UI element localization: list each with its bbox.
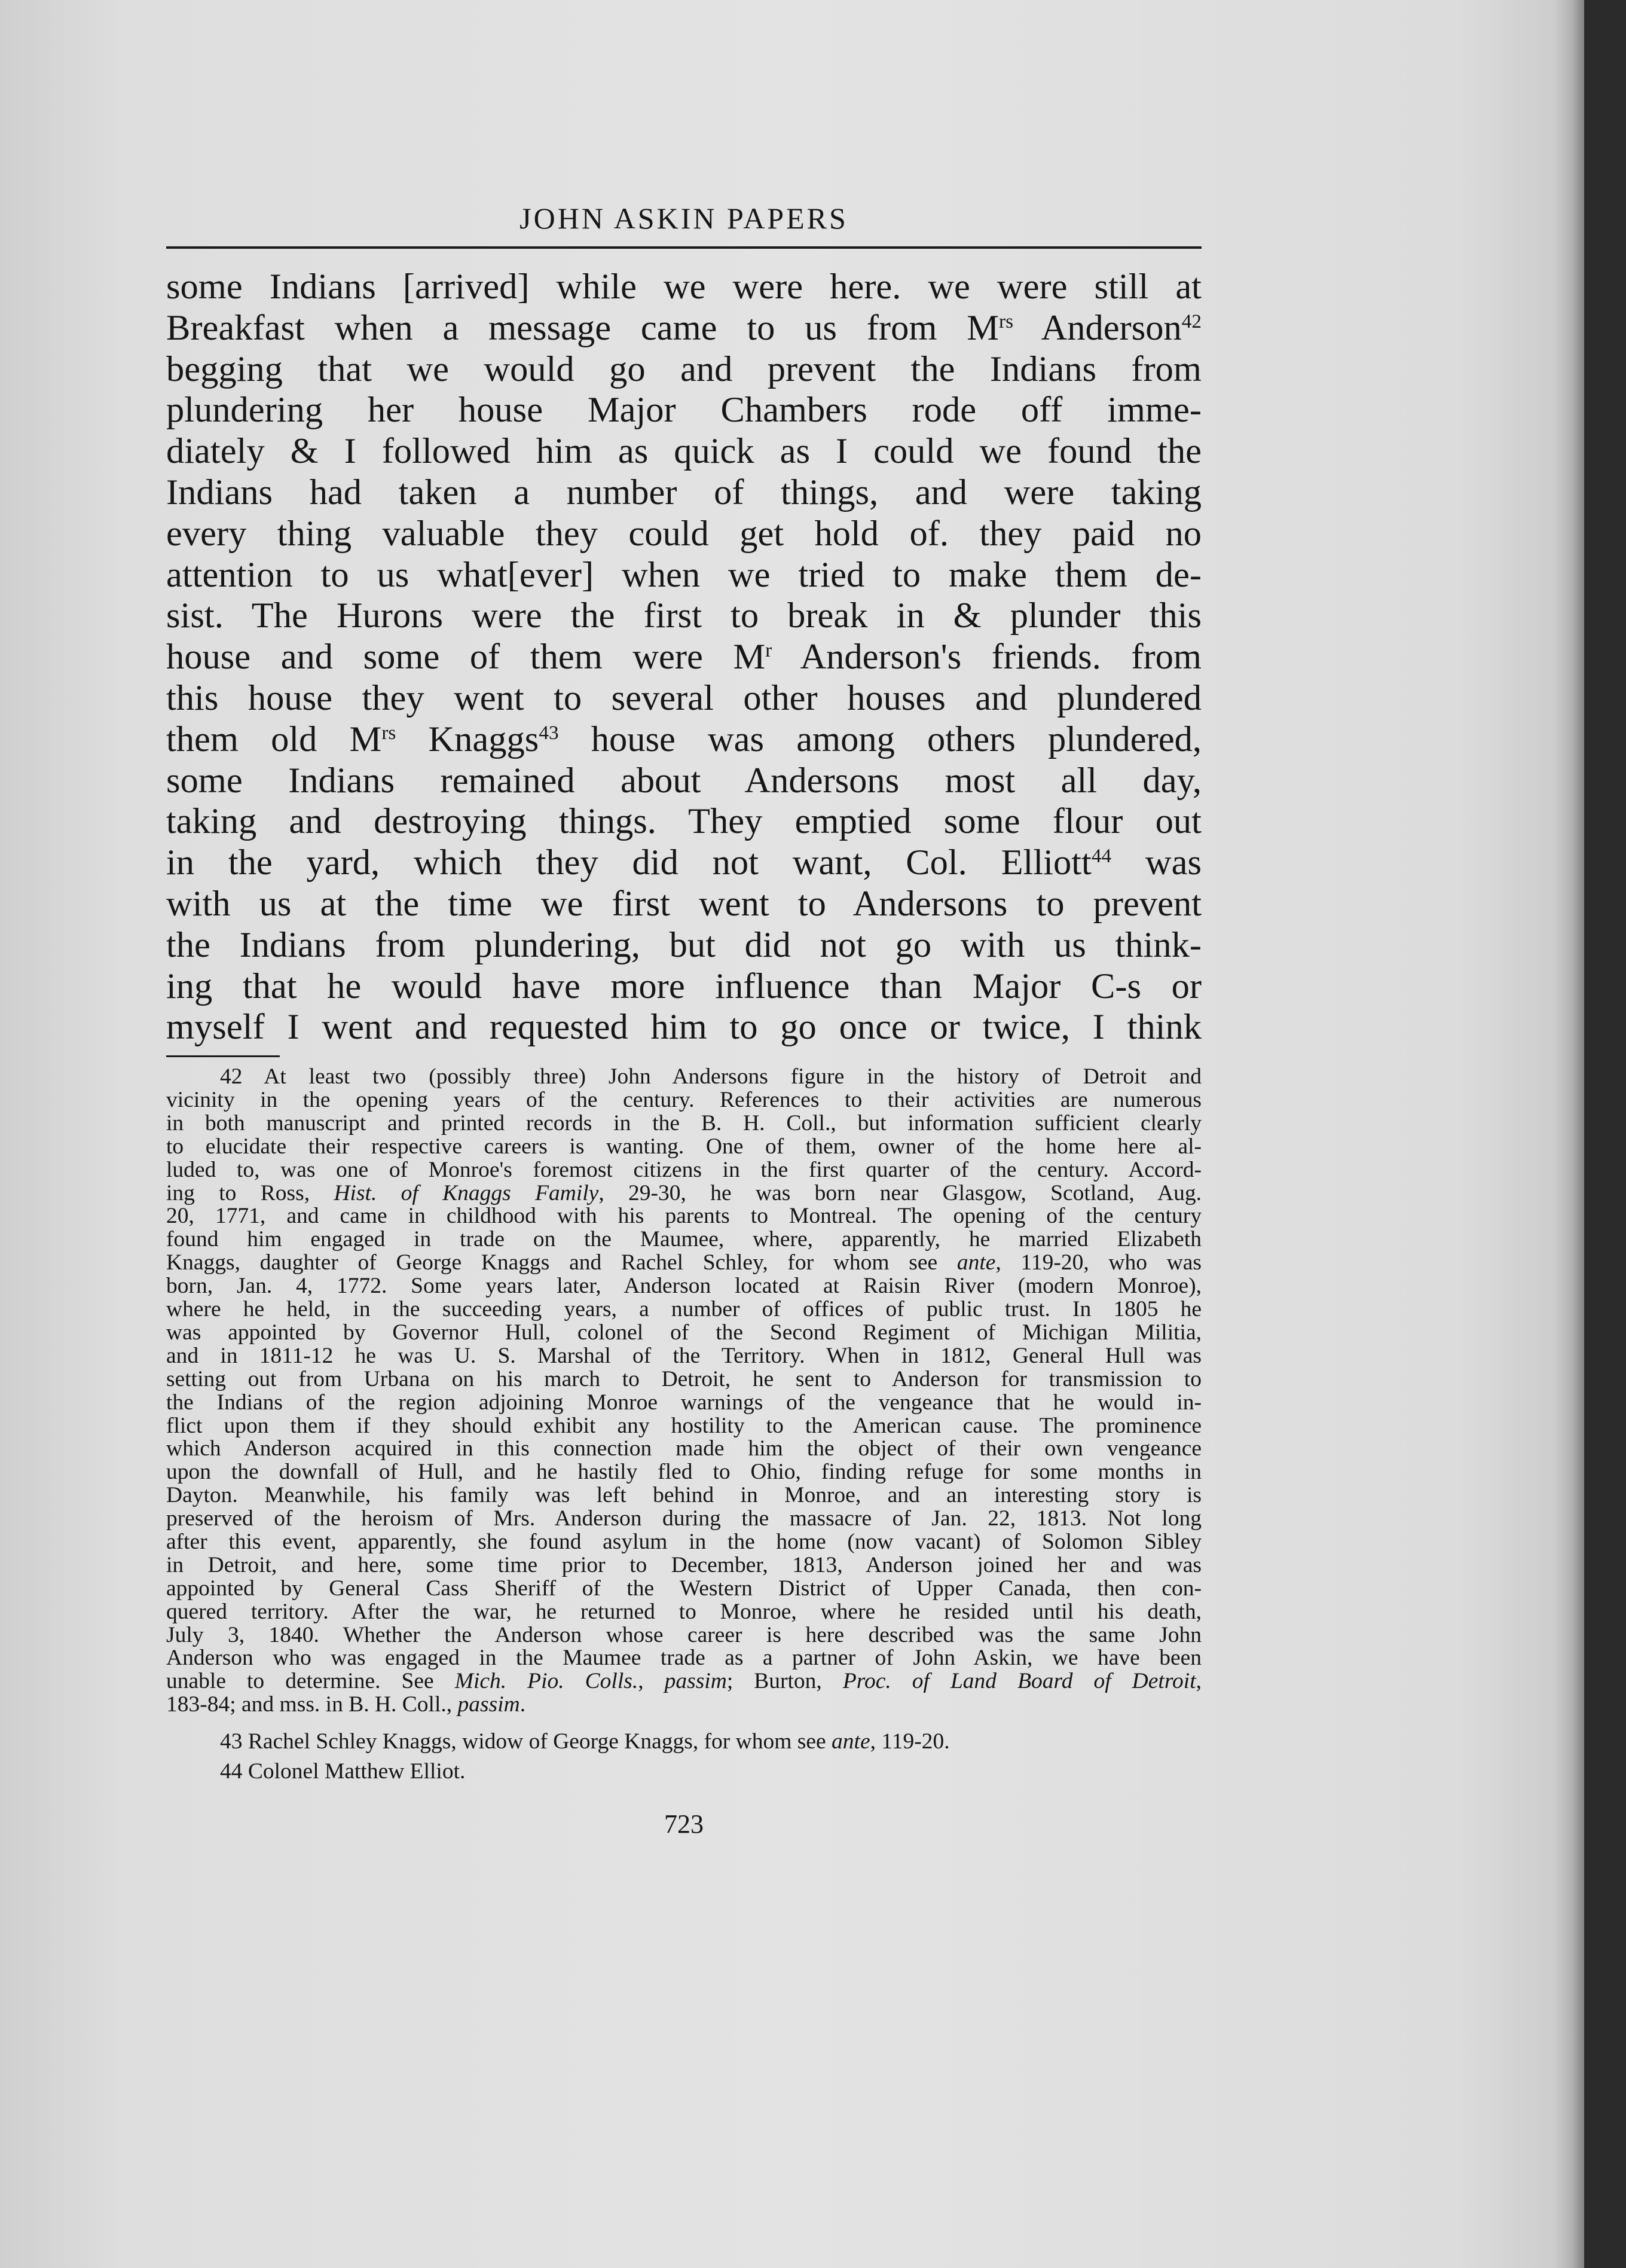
body-line: Breakfast when a message came to us from $M^{rs}$ Anderson$^{42}$ xyxy=(166,307,1202,348)
footnote-42-line: setting out from Urbana on his march to Detroit, he sent to Anderson for transmission to xyxy=(166,1366,1202,1391)
footnote-42-line: ing to Ross, Hist. of Knaggs Family, 29-30, he was born near Glasgow, Scotland, Aug. xyxy=(166,1180,1202,1205)
footnote-42-line: found him engaged in trade on the Maumee, where, apparently, he married Elizabeth xyxy=(166,1227,1202,1252)
footnote-42-line: where he held, in the succeeding years, a number of offices of public trust. In 1805 he xyxy=(166,1297,1202,1322)
footnote-42-line: luded to, was one of Monroe's foremost citizens in the first quarter of the century. Accord- xyxy=(166,1157,1202,1182)
footnote-42-line: quered territory. After the war, he returned to Monroe, where he resided until his death, xyxy=(166,1599,1202,1624)
footnote-42-line: upon the downfall of Hull, and he hastily fled to Ohio, finding refuge for some months in xyxy=(166,1460,1202,1485)
running-head: JOHN ASKIN PAPERS xyxy=(166,203,1202,249)
body-line: sist. The Hurons were the first to break in & plunder this xyxy=(166,596,1202,636)
body-line: begging that we would go and prevent the Indians from xyxy=(166,349,1202,389)
footnote-42-line: flict upon them if they should exhibit any hostility to the American cause. The prominence xyxy=(166,1413,1202,1438)
footnote-42-line: Anderson who was engaged in the Maumee trade as a partner of John Askin, we have been xyxy=(166,1646,1202,1671)
footnote-42-line: preserved of the heroism of Mrs. Anderson during the massacre of Jan. 22, 1813. Not long xyxy=(166,1506,1202,1531)
footnote-42 xyxy=(166,1066,1202,1717)
footnote-42-line: the Indians of the region adjoining Monroe warnings of the vengeance that he would in- xyxy=(166,1390,1202,1415)
footnote-42-line: unable to determine. See Mich. Pio. Colls., passim; Burton, Proc. of Land Board of Detroit, xyxy=(166,1669,1202,1694)
body-line: some Indians [arrived] while we were here. we were still at xyxy=(166,267,1202,307)
footnote-44: 44 Colonel Matthew Elliot. xyxy=(220,1759,466,1784)
body-line: plundering her house Major Chambers rode off imme- xyxy=(166,390,1202,431)
body-line: them old $M^{rs}$ Knaggs$^{43}$ house was among others plundered, xyxy=(166,719,1202,759)
body-line: house and some of them were $M^r$ Anderson's friends. from xyxy=(166,637,1202,677)
footnote-42-line: to elucidate their respective careers is wanting. One of them, owner of the home here al- xyxy=(166,1134,1202,1159)
footnote-42-line: and in 1811-12 he was U. S. Marshal of the Territory. When in 1812, General Hull was xyxy=(166,1343,1202,1368)
body-text xyxy=(166,267,1202,1048)
footnote-42-line: Dayton. Meanwhile, his family was left behind in Monroe, and an interesting story is xyxy=(166,1483,1202,1508)
footnote-42-line: was appointed by Governor Hull, colonel of the Second Regiment of Michigan Militia, xyxy=(166,1320,1202,1345)
footnote-42-line: 20, 1771, and came in childhood with his parents to Montreal. The opening of the century xyxy=(166,1204,1202,1229)
footnote-42-line: born, Jan. 4, 1772. Some years later, Anderson located at Raisin River (modern Monroe), xyxy=(166,1274,1202,1299)
page-number: 723 xyxy=(664,1809,704,1839)
body-line: in the yard, which they did not want, Col. Elliott$^{44}$ was xyxy=(166,843,1202,883)
footnote-rule xyxy=(166,1055,280,1057)
footnote-42-line: appointed by General Cass Sheriff of the Western District of Upper Canada, then con- xyxy=(166,1576,1202,1601)
body-line: every thing valuable they could get hold of. they paid no xyxy=(166,513,1202,554)
book-page xyxy=(157,203,1202,1839)
body-line: this house they went to several other houses and plundered xyxy=(166,677,1202,718)
body-line: some Indians remained about Andersons most all day, xyxy=(166,760,1202,801)
footnote-42-line: 183-84; and mss. in B. H. Coll., passim. xyxy=(166,1692,526,1717)
footnote-43: 43 Rachel Schley Knaggs, widow of George Knaggs, for whom see ante, 119-20. xyxy=(220,1729,950,1754)
footnote-42-line: in both manuscript and printed records in the B. H. Coll., but information sufficient clearly xyxy=(166,1110,1202,1135)
body-line: with us at the time we first went to Andersons to prevent xyxy=(166,883,1202,924)
footnote-42-line: in Detroit, and here, some time prior to December, 1813, Anderson joined her and was xyxy=(166,1552,1202,1577)
footnote-42-line: after this event, apparently, she found asylum in the home (now vacant) of Solomon Sibley xyxy=(166,1529,1202,1554)
footnote-42-line: July 3, 1840. Whether the Anderson whose career is here described was the same John xyxy=(166,1622,1202,1647)
body-line: diately & I followed him as quick as I could we found the xyxy=(166,431,1202,472)
body-line: attention to us what[ever] when we tried to make them de- xyxy=(166,554,1202,595)
body-line: Indians had taken a number of things, and were taking xyxy=(166,472,1202,512)
footnote-42-line: vicinity in the opening years of the century. References to their activities are numerous xyxy=(166,1088,1202,1113)
footnote-42-line: which Anderson acquired in this connection made him the object of their own vengeance xyxy=(166,1436,1202,1461)
paper-edge-shadow xyxy=(1554,0,1584,2268)
body-line: taking and destroying things. They emptied some flour out xyxy=(166,801,1202,842)
footnote-42-line: Knaggs, daughter of George Knaggs and Rachel Schley, for whom see ante, 119-20, who was xyxy=(166,1250,1202,1275)
body-line: ing that he would have more influence than Major C-s or xyxy=(166,966,1202,1006)
footnote-42-line: 42 At least two (possibly three) John Andersons figure in the history of Detroit and xyxy=(220,1064,1202,1089)
body-line: myself I went and requested him to go once or twice, I think xyxy=(166,1007,1202,1048)
body-line: the Indians from plundering, but did not go with us think- xyxy=(166,924,1202,965)
footnotes xyxy=(166,1066,1202,1785)
